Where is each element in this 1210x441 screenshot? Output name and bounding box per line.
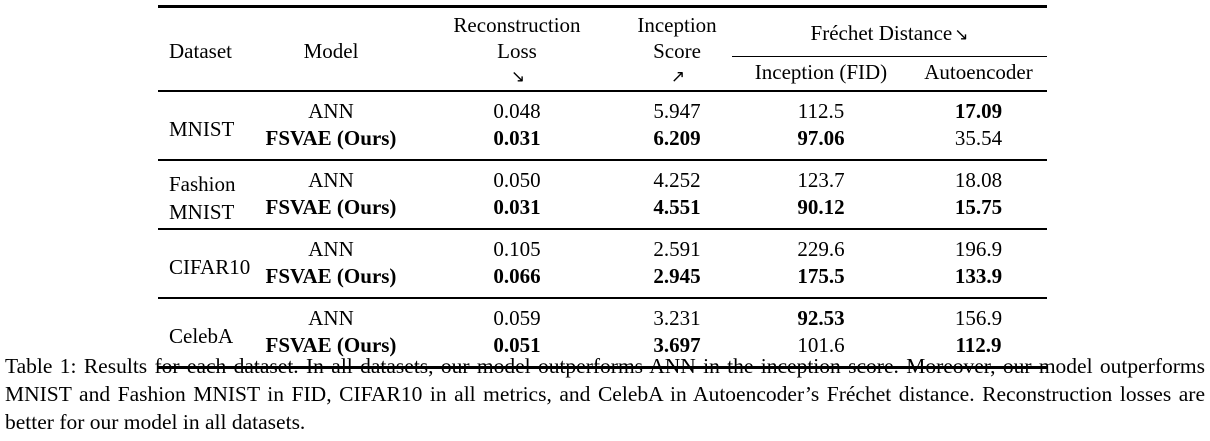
table-header [158,7,1047,92]
value-cell: 90.12 [797,195,845,219]
value-cell: 18.08 [954,168,1003,192]
value-cell: 196.9 [954,237,1003,261]
value-cell: 112.9 [955,333,1002,357]
value-cell: 6.209 [653,126,701,150]
header-reconstruction-loss [412,7,622,92]
value-cell: 175.5 [797,264,845,288]
header-inception-line1: Inception [637,13,717,37]
value-cell: 123.7 [797,168,845,192]
value-cell: 0.066 [493,264,541,288]
value-cell: 156.9 [954,306,1003,330]
header-dataset: Dataset [169,38,232,63]
table-row [158,298,1047,332]
value-cell: 92.53 [797,306,845,330]
value-cell: 15.75 [954,195,1003,219]
model-cell: FSVAE (Ours) [265,264,397,288]
model-cell: ANN [308,168,354,192]
group-mnist [158,91,1047,160]
value-cell: 0.031 [493,195,541,219]
results-table [158,5,1047,369]
value-cell: 5.947 [653,99,701,123]
descending-arrow-icon: ↘ [510,67,526,87]
model-cell: ANN [308,237,354,261]
value-cell: 133.9 [954,264,1003,288]
table-row [158,125,1047,160]
header-reconstruction-line1: Reconstruction [453,13,581,37]
value-cell: 17.09 [954,99,1003,123]
value-cell: 0.059 [493,306,541,330]
model-cell: ANN [308,306,354,330]
value-cell: 4.252 [653,168,701,192]
value-cell: 0.031 [493,126,541,150]
header-inception-line2: Score ↗ [622,38,732,90]
dataset-cell: Fashion MNIST [169,171,236,224]
table-row [158,194,1047,229]
dataset-cell: CelebA [169,323,234,348]
value-cell: 101.6 [797,333,845,357]
table-row [158,91,1047,125]
value-cell: 2.591 [653,237,701,261]
value-cell: 3.697 [653,333,701,357]
model-cell: FSVAE (Ours) [265,195,397,219]
table-row [158,229,1047,263]
value-cell: 112.5 [797,99,845,123]
value-cell: 4.551 [653,195,701,219]
value-cell: 0.105 [493,237,541,261]
ascending-arrow-icon: ↗ [670,67,686,87]
value-cell: 0.051 [493,333,541,357]
header-model: Model [303,38,359,63]
table-row [158,160,1047,194]
group-fashion-mnist [158,160,1047,229]
model-cell: FSVAE (Ours) [265,333,397,357]
header-inception-fid: Inception (FID) [754,59,888,84]
value-cell: 35.54 [954,126,1003,150]
value-cell: 3.231 [653,306,701,330]
header-autoencoder: Autoencoder [924,59,1033,84]
value-cell: 0.048 [493,99,541,123]
table-wrapper [158,5,1047,369]
model-cell: FSVAE (Ours) [265,126,397,150]
dataset-cell: MNIST [169,116,235,141]
header-frechet-distance: Fréchet Distance ↘ [732,7,1047,57]
group-cifar10 [158,229,1047,298]
value-cell: 0.050 [493,168,541,192]
descending-arrow-icon: ↘ [954,24,969,45]
value-cell: 229.6 [797,237,845,261]
header-inception-score [622,7,732,92]
model-cell: ANN [308,99,354,123]
header-reconstruction-line2: Loss ↘ [412,38,622,90]
dataset-cell: CIFAR10 [169,254,251,279]
table-caption: Table 1: Results for each dataset. In all datasets, our model outperforms ANN in the inception score. Moreover, our model outperforms MNIST and Fashion MNIST in FID, CIFAR10 in all metrics, and CelebA in Autoencoder’s Fréchet distance. Reconstruction losses are better for our model in all datasets. [5,354,1205,434]
table-row [158,263,1047,298]
value-cell: 2.945 [653,264,701,288]
value-cell: 97.06 [797,126,845,150]
